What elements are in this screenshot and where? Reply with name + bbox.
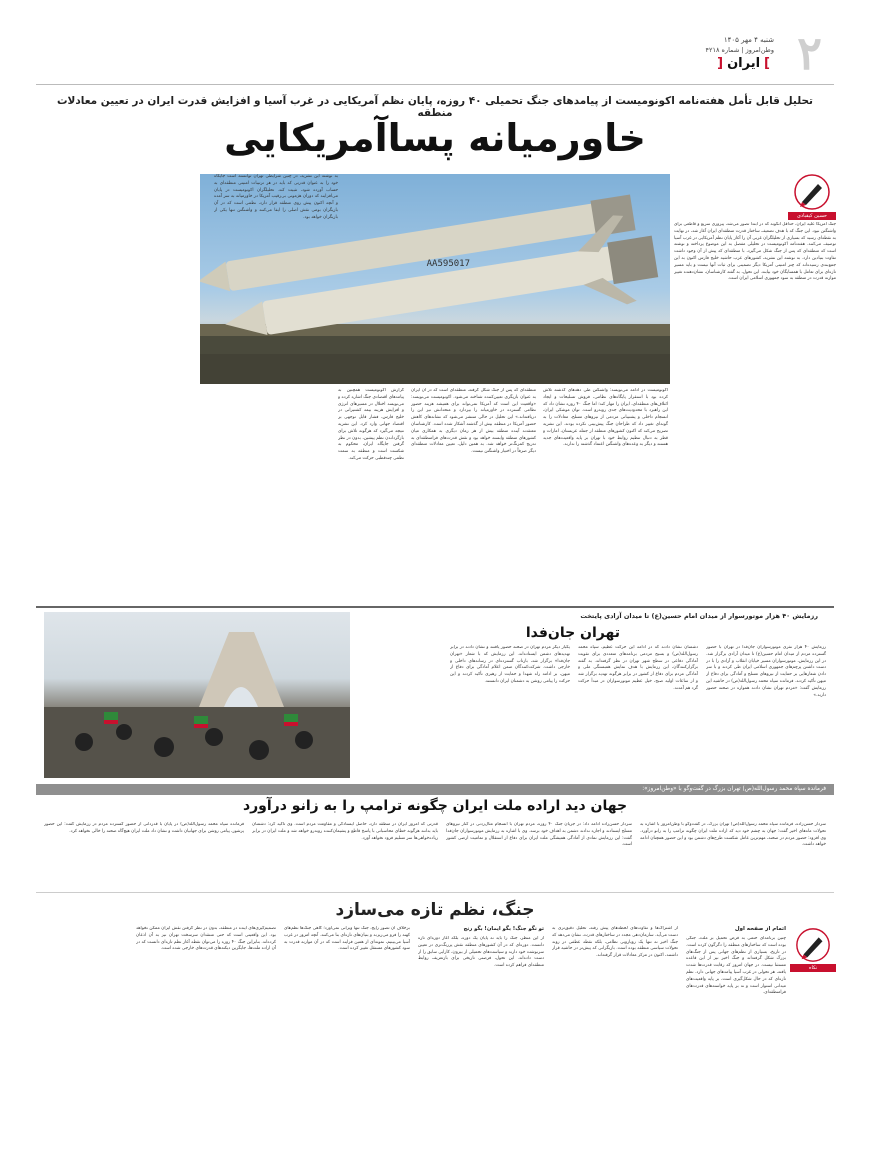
author-name: حسین کیقبادی — [788, 212, 836, 220]
opinion-column-1: چنین برنامه‌ای حتمی به فرض تحمیل بر ملت، جنگی بوده است که ساختار‌های منطقه را دگرگون کرده است. در تاریخ، بسیاری از نظم‌های جهانی پس از جنگ‌های بزرگ شکل گرفته‌اند و جنگ اخیر نیز از این قاعده مستثنا نیست. در جهان امروز که رقابت قدرت‌ها شدت یافته، هر تحولی در غرب آسیا پیامدهای جهانی دارد. نظم تازه‌ای که در حال شکل‌گیری است، بر پایه واقعیت‌های میدانی استوار است و نه بر پایه خواسته‌های قدرت‌های فرامنطقه‌ای. — [686, 936, 786, 996]
opinion-column-4: برخلاف آن تصور رایج، جنگ تنها ویرانی نمی‌آورد؛ گاهی جنگ‌ها نظم‌های کهنه را فرو می‌ریزند و بنیان‌های تازه‌ای بنا می‌کنند. آنچه امروز در غرب آسیا می‌بینیم، نمونه‌ای از همین فرایند است که در آن موازنه قدرت به سود کشورهای مستقل تغییر کرده است. — [284, 926, 410, 952]
lead-headline: خاورمیانه پساآمریکایی — [224, 116, 646, 160]
author-badge — [788, 172, 836, 220]
missile-serial: AA595017 — [426, 259, 470, 269]
opinion-column-3: از این منظر، جنگ را باید نه پایان یک دوره، بلکه آغاز دوره‌ای تازه دانست. دوره‌ای که در آن کشورهای منطقه نقش پررنگ‌تری در تعیین سرنوشت خود دارند و سیاست‌های تحمیلی از بیرون، کارایی سابق را از دست داده‌اند. این تحول، فرصتی تاریخی برای بازتعریف روابط منطقه‌ای فراهم کرده است. — [418, 936, 544, 969]
pen-icon — [788, 172, 836, 212]
page-number: ۲ — [797, 26, 822, 80]
interview-column-2: سردار حسن‌زاده ادامه داد: در جریان جنگ ۴۰ روزه، مردم تهران با انسجام مثال‌زدنی در کنار نیروهای مسلح ایستادند و اجازه ندادند دشمن به اهداف خود برسد. وی با اشاره به رزمایش موتورسواران جان‌فدا گفت: این رزمایش نمادی از آمادگی همیشگی ملت ایران برای دفاع از استقلال و تمامیت ارضی کشور است. — [446, 822, 632, 848]
section-name: ایران — [727, 56, 761, 71]
interview-column-4: فرمانده سپاه محمد رسول‌الله(ص) در پایان با قدردانی از حضور گسترده مردم در رزمایش گفت: این حضور پرشور، پیامی روشن برای جهانیان داشت و نشان داد ملت ایران هیچ‌گاه صحنه را خالی نخواهد کرد. — [44, 822, 244, 834]
opinion-subhead-2: تو نگو جنگ! بگو ایمان! بگو رنج — [463, 926, 544, 932]
bracket-close: [ — [717, 56, 724, 71]
date-line: شنبه ۴ مهر ۱۴۰۵ — [723, 36, 774, 44]
lead-column-5: به نوشته این نشریه، در چنین شرایطی تهران توانسته است جایگاه خود را به عنوان قدرتی که باید در هر ترتیبات امنیتی منطقه‌ای به حساب آورده شود، تثبیت کند. تحلیلگران اکونومیست در پایان می‌افزایند که دوران هژمونی بی‌رقیب آمریکا در خاورمیانه به سر آمده و آنچه اکنون پیش روی منطقه قرار دارد، نظمی است که در آن بازیگران بومی نقش اصلی را ایفا می‌کنند و واشنگتن تنها یکی از بازیگران خواهد بود. — [214, 174, 338, 220]
azadi-tower-illustration — [44, 612, 350, 778]
rally-column-3: یکبار دیگر مردم تهران در صحنه حضور یافتند و نشان دادند در برابر تهدیدهای دشمن ایستاده‌اند. این رزمایش که با شعار «تهران جان‌فدا» برگزار شد، بازتاب گسترده‌ای در رسانه‌های داخلی و خارجی داشت. شرکت‌کنندگان ضمن اعلام آمادگی برای دفاع از میهن، بر ادامه راه شهدا و حمایت از رهبری تأکید کردند و این حرکت را پیامی روشن به دشمنان ایران دانستند. — [450, 645, 570, 684]
interview-strip: فرمانده سپاه محمد رسول‌الله(ص) تهران بزرگ در گفت‌وگو با «وطن‌امروز»: — [36, 784, 834, 795]
opinion-author: نکاه — [790, 964, 836, 972]
interview-column-1: سردار حسن‌زاده، فرمانده سپاه محمد رسول‌الله(ص) تهران بزرگ، در گفت‌وگو با وطن‌امروز با اشاره به تحولات ماه‌های اخیر گفت: جهان به چشم خود دید که اراده ملت ایران چگونه ترامپ را به زانو درآورد. وی افزود: حضور مردم در صحنه، مهم‌ترین عامل شکست طرح‌های دشمن بود و این حضور همچنان ادامه خواهد داشت. — [640, 822, 826, 848]
pen-icon — [790, 926, 836, 964]
section-label — [713, 56, 774, 71]
section-divider — [36, 892, 834, 893]
bracket-open: ] — [764, 56, 770, 71]
lead-column-3: منطقه‌ای که پس از جنگ شکل گرفته، منطقه‌ای است که در آن ایران به عنوان بازیگری تعیین‌کننده شناخته می‌شود. اکونومیست می‌نویسد: «واقعیت این است که آمریکا نمی‌تواند برای همیشه هزینه حضور نظامی گسترده در خاورمیانه را بپردازد و متحدانش نیز این را دریافته‌اند.» این تحلیل در حالی منتشر می‌شود که نشانه‌های کاهش حضور آمریکا در منطقه بیش از گذشته آشکار شده است. کارشناسان معتقدند آینده منطقه بیش از هر زمان دیگری به همکاری میان کشورهای منطقه وابسته خواهد بود و نقش قدرت‌های فرامنطقه‌ای به تدریج کمرنگ‌تر خواهد شد. به همین دلیل، تعیین معادلات منطقه‌ای دیگر صرفاً در اختیار واشنگتن نیست. — [411, 388, 536, 455]
rally-column-2: دشمنان نشان دادند که در ادامه این حرکت عظیم، سپاه محمد رسول‌الله(ص) و بسیج مردمی برنامه‌های متعددی برای تقویت آمادگی دفاعی در سطح شهر تهران در نظر گرفته‌اند. به گفته برگزارکنندگان، این رزمایش با هدف نمایش همبستگی ملی و آمادگی مردم برای دفاع از کشور در برابر هرگونه تهدید برگزار شد و از ساعات اولیه صبح، خیل عظیم موتورسواران در مبدأ حرکت گرد هم آمدند. — [578, 645, 698, 691]
lead-column-1: جنگ آمریکا علیه ایران، حداقل آنگونه که در ابتدا تصور می‌شد، پیروزی سریع و قاطعی برای واشنگتن نبود. این جنگ که با هدف تضعیف ساختار قدرت منطقه‌ای ایران آغاز شد، در نهایت به نقطه‌ای رسید که بسیاری از تحلیلگران غربی آن را آغاز پایان نظم آمریکایی در غرب آسیا توصیف می‌کنند. هفته‌نامه اکونومیست در تحلیلی مفصل به این موضوع پرداخته و نوشته است که منطقه‌ای که پس از جنگ شکل می‌گیرد، با منطقه‌ای که پیش از آن وجود داشت تفاوت بنیادین دارد. به نوشته این نشریه، کشورهای عرب حاشیه خلیج فارس اکنون به این جمع‌بندی رسیده‌اند که چتر امنیتی آمریکا دیگر تضمینی برای ثبات آنها نیست و باید مسیر تازه‌ای برای تعامل با همسایگان خود بیابند. این تحول، به گفته کارشناسان، نشان‌دهنده تغییر موازنه قدرت در منطقه به سود جمهوری اسلامی ایران است. — [674, 222, 836, 282]
lead-kicker: تحلیل قابل تأمل هفته‌نامه اکونومیست از پیامدهای جنگ تحمیلی ۴۰ روزه، پایان نظم آمریکایی در غرب آسیا و افزایش قدرت ایران در تعیین معادلات منطقه — [57, 95, 813, 119]
opinion-column-5: تصمیم‌گیری‌های آینده در منطقه، بدون در نظر گرفتن نقش ایران ممکن نخواهد بود. این واقعیتی است که حتی منتقدان سرسخت تهران نیز به آن اذعان کرده‌اند. بنابراین جنگ ۴۰ روزه را می‌توان نقطه آغاز نظم تازه‌ای دانست که در آن اراده ملت‌ها، جایگزین دیکته‌های قدرت‌های خارجی شده است. — [136, 926, 276, 952]
issue-line: وطن‌امروز | شماره ۴۲۱۸ — [705, 46, 774, 54]
opinion-column-2: از اشتراک‌ها و تفاوت‌های لحظه‌های پیش رفته، تحلیل دقیق‌تری به دست می‌آید. سازمان‌دهی مجدد در ساختارهای قدرت، نشان می‌دهد که جنگ اخیر نه تنها یک رویارویی نظامی، بلکه نقطه عطفی در روند تحولات سیاسی منطقه بوده است. بازیگرانی که پیش‌تر در حاشیه قرار داشتند، اکنون در مرکز معادلات قرار گرفته‌اند. — [552, 926, 678, 959]
rally-photo — [44, 612, 350, 778]
header-rule — [36, 84, 834, 85]
opinion-title: جنگ، نظم تازه می‌سازد — [335, 900, 535, 920]
rally-title: تهران جان‌فدا — [525, 625, 620, 641]
rally-kicker: رزمایش ۴۰ هزار موتورسوار از میدان امام حسین(ع) تا میدان آزادی پایتخت — [580, 612, 818, 620]
lead-column-4: گزارش اکونومیست همچنین به پیامدهای اقتصادی جنگ اشاره کرده و می‌نویسد اختلال در مسیرهای انرژی و افزایش هزینه بیمه کشتیرانی در خلیج فارس، فشار قابل توجهی بر اقتصاد جهانی وارد کرد. این نشریه نتیجه می‌گیرد که هرگونه تلاش برای بازگرداندن نظم پیشین، بدون در نظر گرفتن جایگاه ایران، محکوم به شکست است و منطقه به سمت نظمی چندقطبی حرکت می‌کند. — [338, 388, 404, 461]
opinion-subhead: اتمام از صفحه اول — [734, 926, 786, 932]
interview-column-3: قدرتی که امروز ایران در منطقه دارد، حاصل ایستادگی و مقاومت مردم است. وی تأکید کرد: دشمنان باید بدانند هرگونه خطای محاسباتی با پاسخ قاطع و پشیمان‌کننده روبه‌رو خواهد شد و ملت ایران در برابر زیاده‌خواهی‌ها سر تسلیم فرود نخواهد آورد. — [252, 822, 438, 841]
lead-column-2: اکونومیست در ادامه می‌نویسد: واشنگتن طی دهه‌های گذشته تلاش کرده بود با استقرار پایگاه‌های نظامی، فروش تسلیحات و ایجاد ائتلاف‌های منطقه‌ای، ایران را مهار کند؛ اما جنگ ۴۰ روزه نشان داد که این راهبرد با محدودیت‌های جدی روبه‌رو است. توان موشکی ایران، انسجام داخلی و پشتیبانی مردمی از نیروهای مسلح، معادلات را به گونه‌ای تغییر داد که طراحان جنگ پیش‌بینی نکرده بودند. این نشریه تصریح می‌کند که اکنون کشورهای منطقه از جمله عربستان، امارات و قطر به دنبال تنظیم روابط خود با تهران بر پایه واقعیت‌های جدید هستند و دیگر به وعده‌های واشنگتن اعتماد گذشته را ندارند. — [543, 388, 668, 448]
opinion-author-badge — [790, 926, 836, 972]
interview-title: جهان دید اراده ملت ایران چگونه ترامپ را به زانو درآورد — [242, 798, 628, 814]
rally-column-1: رزمایش ۴۰ هزار نفری موتورسواران جان‌فدا در تهران با حضور گسترده مردم از میدان امام حسین(ع) تا میدان آزادی برگزار شد. در این رزمایش، موتورسواران مسیر خیابان انقلاب و آزادی را با در دست داشتن پرچم‌های جمهوری اسلامی ایران طی کردند و با سر دادن شعارهایی بر حمایت از نیروهای مسلح و آمادگی برای دفاع از میهن تأکید کردند. فرمانده سپاه محمد رسول‌الله(ص) در حاشیه این رزمایش گفت: «مردم تهران نشان دادند همواره در صحنه حضور دارند.» — [706, 645, 826, 698]
